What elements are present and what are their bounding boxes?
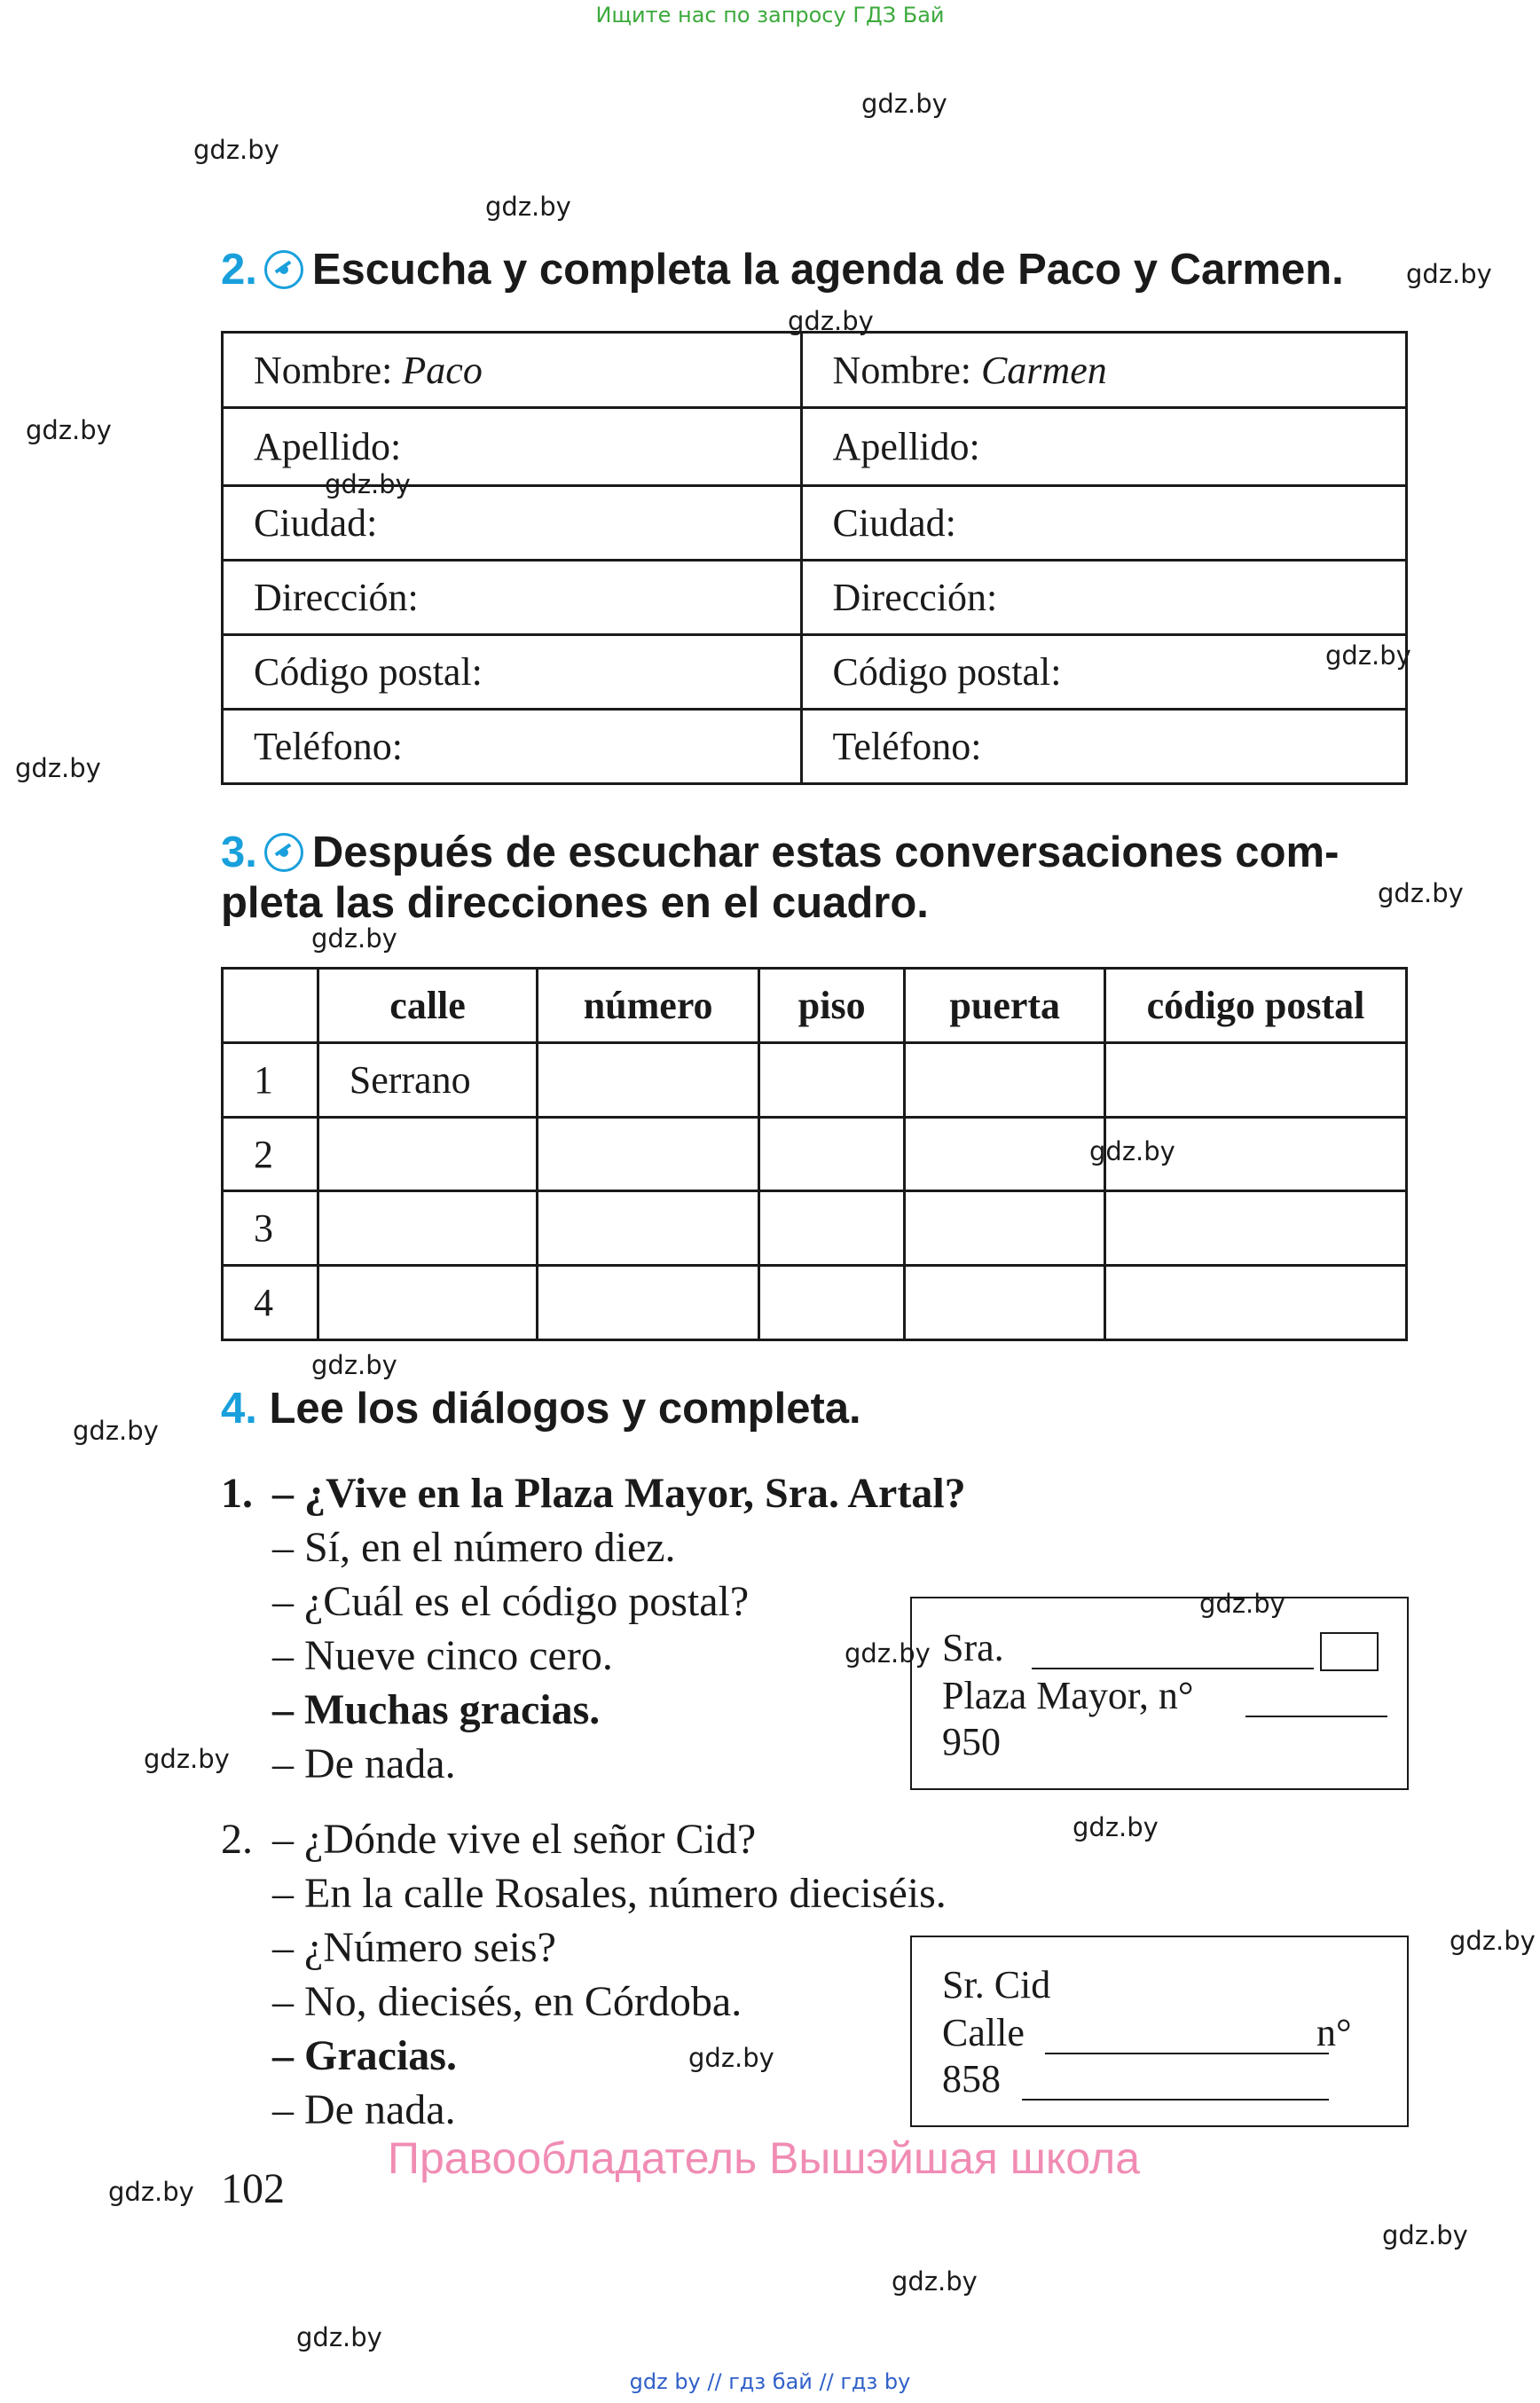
column-header [223,969,318,1043]
checkbox-box [1320,1632,1379,1671]
exercise-number: 4. [221,1385,257,1433]
blank-line [1045,2053,1329,2054]
column-header: número [538,969,759,1043]
card-line: Sra. [942,1626,1004,1669]
exercise-number: 2. [221,246,257,294]
agenda-cell: Dirección: [223,561,802,635]
agenda-table [221,331,1408,785]
watermark: gdz.by [892,2266,978,2297]
watermark: gdz.by [311,923,397,954]
watermark: gdz.by [144,1744,230,1774]
dialog-line: – De nada. [272,1740,456,1787]
card-line: n° [1316,2011,1352,2054]
table-cell [758,1191,905,1266]
table-cell [318,1266,538,1340]
table-cell [758,1043,905,1118]
table-cell [905,1043,1105,1118]
row-number: 3 [223,1191,318,1266]
table-cell: Serrano [318,1043,538,1118]
watermark: gdz.by [1378,878,1464,908]
card-line: 858 [942,2057,1001,2101]
agenda-cell: Apellido: [801,408,1406,486]
table-row [223,1191,1407,1266]
blank-line [1022,2099,1329,2101]
table-cell [905,1266,1105,1340]
table-cell [758,1118,905,1191]
table-cell [1104,1043,1406,1118]
watermark: gdz.by [325,469,411,499]
column-header: puerta [905,969,1105,1043]
table-cell [318,1118,538,1191]
copyright-owner: Правообладатель Вышэйшая школа [388,2133,1140,2183]
dialog-line: – No, diecisés, en Córdoba. [272,1978,742,2025]
table-cell [318,1191,538,1266]
dialog-line: – ¿Dónde vive el señor Cid? [272,1816,757,1863]
row-number: 2 [223,1118,318,1191]
watermark: gdz.by [688,2043,774,2073]
watermark: gdz.by [73,1416,159,1446]
exercise-number: 3. [221,828,257,876]
address-table [221,967,1408,1341]
agenda-cell: Nombre: Paco [223,333,802,408]
dialog-line: – Muchas gracias. [272,1686,601,1733]
table-row [223,1118,1407,1191]
table-cell [538,1191,759,1266]
row-number: 4 [223,1266,318,1340]
agenda-cell: Dirección: [801,561,1406,635]
watermark: gdz.by [485,192,571,222]
blank-line [1032,1668,1314,1669]
table-row [223,1043,1407,1118]
watermark: gdz.by [788,306,874,336]
agenda-cell: Ciudad: [223,486,802,561]
table-cell [1104,1118,1406,1191]
exercise-2-heading [221,245,1344,294]
watermark: gdz.by [296,2322,382,2352]
watermark: gdz.by [1089,1136,1175,1166]
address-card-1 [910,1597,1409,1790]
page-number: 102 [221,2165,285,2212]
exercise-3-heading-line2: pleta las direcciones en el cuadro. [221,879,929,927]
dialog-line: – ¿Número seis? [272,1924,556,1971]
exercise-4-heading [221,1384,861,1433]
dialog-1-number: 1. [221,1470,253,1517]
watermark: gdz.by [1199,1589,1285,1619]
watermark: gdz.by [1382,2220,1468,2250]
agenda-cell: Teléfono: [801,710,1406,784]
column-header: piso [758,969,905,1043]
watermark: gdz.by [1325,640,1411,671]
agenda-cell: Código postal: [801,635,1406,710]
dialog-line: – Gracias. [272,2032,457,2079]
table-cell [538,1043,759,1118]
agenda-cell: Ciudad: [801,486,1406,561]
dialog-line: – En la calle Rosales, número dieciséis. [272,1870,947,1917]
card-line: Sr. Cid [942,1963,1051,2006]
table-cell [905,1191,1105,1266]
table-cell [1104,1266,1406,1340]
blank-line [1245,1716,1387,1717]
dialog-line: – ¿Cuál es el código postal? [272,1578,750,1625]
watermark: gdz.by [845,1638,931,1669]
watermark: gdz.by [1072,1812,1159,1842]
cd-icon [264,833,303,872]
exercise-title: Escucha y completa la agenda de Paco y Carmen. [311,246,1344,294]
dialog-line: – ¿Vive en la Plaza Mayor, Sra. Artal? [272,1470,966,1517]
card-line: Calle [942,2011,1025,2054]
dialog-2-number: 2. [221,1816,253,1863]
top-banner: Ищите нас по запросу ГДЗ Бай [595,3,945,27]
watermark: gdz.by [861,89,947,119]
dialog-line: – De nada. [272,2086,456,2133]
table-cell [538,1266,759,1340]
exercise-title: Después de escuchar estas conversaciones com- [311,828,1340,876]
exercise-3-heading [221,828,1339,877]
column-header: calle [318,969,538,1043]
agenda-cell: Apellido: [223,408,802,486]
watermark: gdz.by [1450,1926,1536,1956]
agenda-cell: Teléfono: [223,710,802,784]
table-cell [538,1118,759,1191]
agenda-cell: Nombre: Carmen [801,333,1406,408]
exercise-title: Lee los diálogos y completa. [269,1385,861,1433]
watermark: gdz.by [1406,259,1492,289]
dialog-line: – Nueve cinco cero. [272,1632,613,1679]
card-line: Plaza Mayor, n° [942,1674,1194,1717]
watermark: gdz.by [15,753,101,783]
agenda-cell: Código postal: [223,635,802,710]
watermark: gdz.by [193,135,279,165]
address-card-2 [910,1936,1409,2127]
column-header: código postal [1104,969,1406,1043]
dialog-line: – Sí, en el número diez. [272,1524,676,1571]
table-cell [1104,1191,1406,1266]
watermark: gdz.by [311,1350,397,1380]
row-number: 1 [223,1043,318,1118]
bottom-banner: gdz by // гдз бай // гдз by [629,2369,911,2394]
table-row [223,1266,1407,1340]
watermark: gdz.by [26,415,112,445]
cd-icon [264,250,303,289]
watermark: gdz.by [108,2177,194,2207]
table-cell [905,1118,1105,1191]
card-line: 950 [942,1720,1001,1763]
table-cell [758,1266,905,1340]
